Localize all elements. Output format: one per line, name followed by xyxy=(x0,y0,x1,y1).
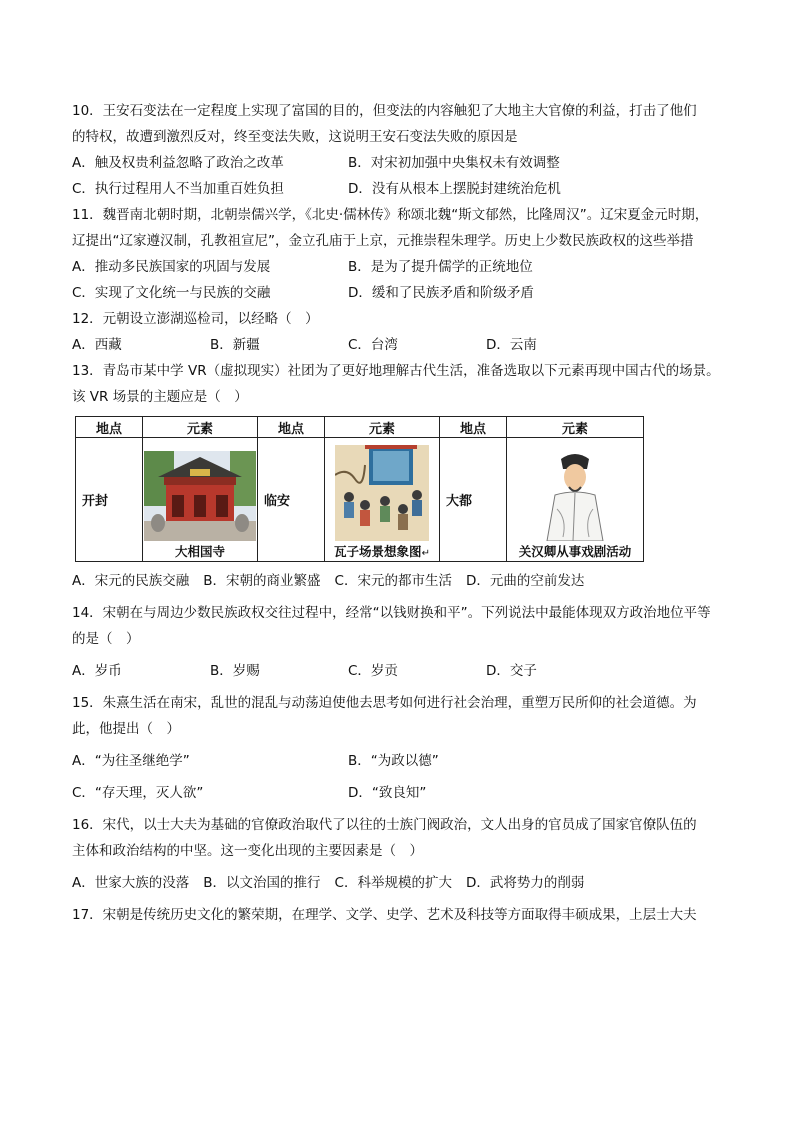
option-a[interactable]: A．“为往圣继绝学” xyxy=(72,753,190,769)
option-a[interactable]: A．西藏 xyxy=(72,337,122,353)
header-place: 地点 xyxy=(76,417,143,438)
option-d[interactable]: D．云南 xyxy=(486,337,537,353)
option-d[interactable]: D．武将势力的削弱 xyxy=(465,875,585,891)
exam-page xyxy=(72,98,732,928)
question-text-line: 的是（ ） xyxy=(72,631,140,647)
option-d[interactable]: D．没有从根本上摆脱封建统治危机 xyxy=(348,181,561,197)
header-element: 元素 xyxy=(143,417,258,438)
element-cell xyxy=(507,438,644,562)
options-row xyxy=(72,176,732,202)
header-element: 元素 xyxy=(325,417,440,438)
options-row xyxy=(72,780,732,806)
question-14 xyxy=(72,600,732,684)
options-row xyxy=(72,748,732,774)
question-17 xyxy=(72,902,732,928)
question-text-line: 主体和政治结构的中坚。这一变化出现的主要因素是（ ） xyxy=(72,843,423,859)
option-a[interactable]: A．宋元的民族交融 xyxy=(72,573,190,589)
washe-scene-image xyxy=(335,445,429,541)
option-c[interactable]: C．“存天理，灭人欲” xyxy=(72,785,204,801)
question-text-line: 17．宋朝是传统历史文化的繁荣期，在理学、文学、史学、艺术及科技等方面取得丰硕成果，上层士大夫 xyxy=(72,907,697,923)
question-text-line: 11．魏晋南北朝时期，北朝崇儒兴学，《北史·儒林传》称颂北魏“斯文郁然，比隆周汉”。辽宋夏金元时期， xyxy=(72,207,709,223)
options-row xyxy=(72,658,732,684)
place-linan: 临安 xyxy=(258,438,325,562)
question-text-line: 12．元朝设立澎湖巡检司，以经略（ ） xyxy=(72,311,319,327)
question-text-line: 13．青岛市某中学 VR（虚拟现实）社团为了更好地理解古代生活，准备选取以下元素再现中国古代的场景。 xyxy=(72,363,720,379)
question-text-line: 辽提出“辽家遵汉制，孔教祖宣尼”，金立孔庙于上京，元推崇程朱理学。历史上少数民族政权的这些举措 xyxy=(72,233,694,249)
option-d[interactable]: D．元曲的空前发达 xyxy=(465,573,585,589)
option-b[interactable]: B．岁赐 xyxy=(210,663,260,679)
question-13 xyxy=(72,358,732,594)
question-11 xyxy=(72,202,732,306)
option-c[interactable]: C．台湾 xyxy=(348,337,398,353)
options-row xyxy=(72,870,732,896)
option-b[interactable]: B．新疆 xyxy=(210,337,260,353)
option-c[interactable]: C．岁贡 xyxy=(348,663,398,679)
guan-hanqing-portrait xyxy=(537,449,613,541)
table-row xyxy=(76,438,644,562)
header-place: 地点 xyxy=(258,417,325,438)
caption-washe: 瓦子场景想象图↵ xyxy=(334,544,430,559)
option-d[interactable]: D．交子 xyxy=(486,663,537,679)
question-text-line: 的特权，故遭到激烈反对，终至变法失败，这说明王安石变法失败的原因是 xyxy=(72,129,518,145)
option-b[interactable]: B．以文治国的推行 xyxy=(203,875,321,891)
option-a[interactable]: A．岁币 xyxy=(72,663,122,679)
question-text-line: 该 VR 场景的主题应是（ ） xyxy=(72,389,248,405)
question-16 xyxy=(72,812,732,896)
question-text-line: 16．宋代，以士大夫为基础的官僚政治取代了以往的士族门阀政治，文人出身的官员成了国家官僚队伍的 xyxy=(72,817,697,833)
options-row xyxy=(72,150,732,176)
options-row xyxy=(72,332,732,358)
option-b[interactable]: B．对宋初加强中央集权未有效调整 xyxy=(348,155,560,171)
caption-guan-hanqing: 关汉卿从事戏剧活动 xyxy=(518,544,632,559)
options-row xyxy=(72,280,732,306)
option-b[interactable]: B．是为了提升儒学的正统地位 xyxy=(348,259,533,275)
option-c[interactable]: C．宋元的都市生活 xyxy=(334,573,452,589)
option-c[interactable]: C．实现了文化统一与民族的交融 xyxy=(72,285,271,301)
options-row xyxy=(72,254,732,280)
place-dadu: 大都 xyxy=(440,438,507,562)
place-kaifeng: 开封 xyxy=(76,438,143,562)
header-place: 地点 xyxy=(440,417,507,438)
option-d[interactable]: D．“致良知” xyxy=(348,785,427,801)
element-cell xyxy=(143,438,258,562)
question-text-line: 10．王安石变法在一定程度上实现了富国的目的，但变法的内容触犯了大地主大官僚的利益，打击了他们 xyxy=(72,103,697,119)
question-15 xyxy=(72,690,732,806)
option-a[interactable]: A．触及权贵利益忽略了政治之改革 xyxy=(72,155,284,171)
option-d[interactable]: D．缓和了民族矛盾和阶级矛盾 xyxy=(348,285,534,301)
option-c[interactable]: C．执行过程用人不当加重百姓负担 xyxy=(72,181,284,197)
option-b[interactable]: B．“为政以德” xyxy=(348,753,439,769)
option-c[interactable]: C．科举规模的扩大 xyxy=(334,875,452,891)
question-text-line: 15．朱熹生活在南宋，乱世的混乱与动荡迫使他去思考如何进行社会治理，重塑万民所仰的社会道德。为 xyxy=(72,695,697,711)
question-10 xyxy=(72,98,732,202)
option-a[interactable]: A．世家大族的没落 xyxy=(72,875,190,891)
header-element: 元素 xyxy=(507,417,644,438)
caption-temple: 大相国寺 xyxy=(174,544,225,559)
option-a[interactable]: A．推动多民族国家的巩固与发展 xyxy=(72,259,271,275)
element-cell xyxy=(325,438,440,562)
option-b[interactable]: B．宋朝的商业繁盛 xyxy=(203,573,321,589)
vr-elements-table xyxy=(75,416,644,562)
question-12 xyxy=(72,306,732,358)
options-row xyxy=(72,568,732,594)
table-header-row xyxy=(76,417,644,438)
temple-image xyxy=(144,451,256,541)
question-text-line: 此，他提出（ ） xyxy=(72,721,180,737)
question-text-line: 14．宋朝在与周边少数民族政权交往过程中，经常“以钱财换和平”。下列说法中最能体现双方政治地位平等 xyxy=(72,605,711,621)
